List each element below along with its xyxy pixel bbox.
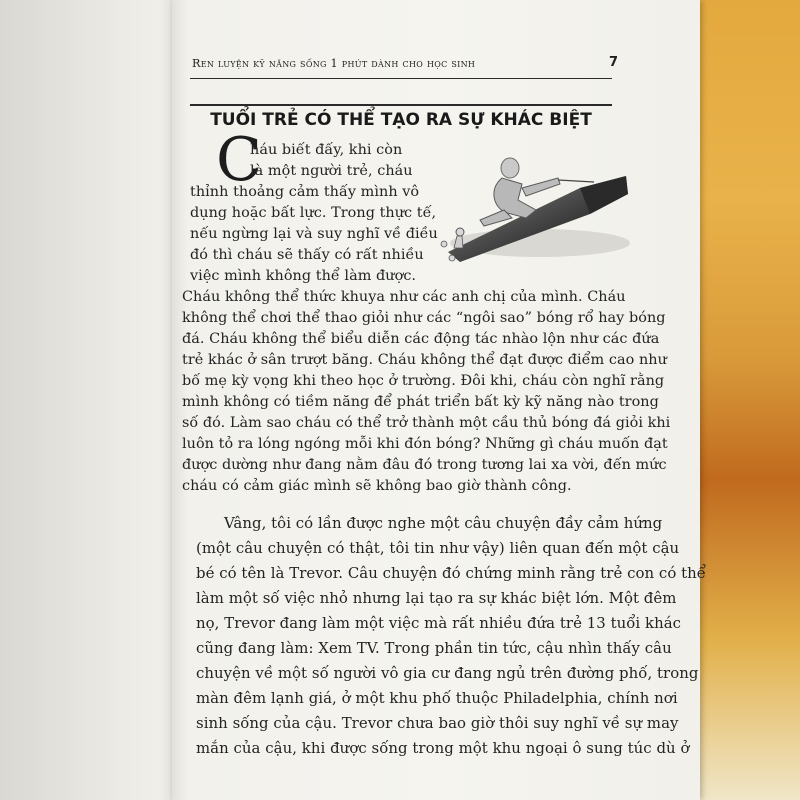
text-line: cũng đang làm: Xem TV. Trong phần tin tức, cậu nhìn thấy câu xyxy=(196,639,672,657)
text-line: luôn tỏ ra lóng ngóng mỗi khi đón bóng? Những gì cháu muốn đạt xyxy=(182,436,668,452)
text-line: chuyện về một số người vô gia cư đang ngủ trên đường phố, trong xyxy=(196,664,699,682)
text-line: không thể chơi thể thao giỏi như các “ngôi sao” bóng rổ hay bóng xyxy=(182,310,666,326)
title-rule xyxy=(190,104,612,106)
text-line: làm một số việc nhỏ nhưng lại tạo ra sự khác biệt lớn. Một đêm xyxy=(196,589,677,607)
text-line: Cháu không thể thức khuya như các anh chị của mình. Cháu xyxy=(182,289,626,305)
text-line: mắn của cậu, khi được sống trong một khu ngoại ô sung túc dù ở xyxy=(196,739,690,757)
text-line: đá. Cháu không thể biểu diễn các động tác nhào lộn như các đứa xyxy=(182,331,660,347)
page-number: 7 xyxy=(608,55,618,70)
skateboarder-illustration-icon xyxy=(430,148,630,268)
text-line: bé có tên là Trevor. Câu chuyện đó chứng minh rằng trẻ con có thể xyxy=(196,564,707,582)
text-line: (một câu chuyện có thật, tôi tin như vậy) liên quan đến một cậu xyxy=(196,539,680,557)
text-line: trẻ khác ở sân trượt băng. Cháu không thể đạt được điểm cao như xyxy=(182,352,667,368)
text-line: dụng hoặc bất lực. Trong thực tế, xyxy=(190,205,437,221)
book-page xyxy=(172,0,707,800)
text-line: việc mình không thể làm được. xyxy=(190,268,417,284)
running-title: Ren luyện kỹ năng sống 1 phút dành cho học sinh xyxy=(192,57,476,70)
text-line: mình không có tiềm năng để phát triển bất kỳ kỹ năng nào trong xyxy=(182,394,659,410)
text-line: cháu có cảm giác mình sẽ không bao giờ thành công. xyxy=(182,478,572,494)
text-line: đó thì cháu sẽ thấy có rất nhiều xyxy=(190,247,424,263)
text-line: thỉnh thoảng cảm thấy mình vô xyxy=(190,184,420,200)
chapter-title: TUỔI TRẺ CÓ THỂ TẠO RA SỰ KHÁC BIỆT xyxy=(210,110,592,130)
text-line: được dường như đang nằm đâu đó trong tương lai xa vời, đến mức xyxy=(182,457,667,473)
text-line: nếu ngừng lại và suy nghĩ về điều xyxy=(190,226,438,242)
text-line: háu biết đấy, khi còn xyxy=(250,142,403,158)
drop-cap: C xyxy=(216,125,262,195)
header-rule xyxy=(190,78,612,79)
text-line: sinh sống của cậu. Trevor chưa bao giờ thôi suy nghĩ về sự may xyxy=(196,714,679,732)
text-line: là một người trẻ, cháu xyxy=(250,163,413,179)
text-line: số đó. Làm sao cháu có thể trở thành một cầu thủ bóng đá giỏi khi xyxy=(182,415,671,431)
text-line: Vâng, tôi có lần được nghe một câu chuyện đầy cảm hứng xyxy=(224,514,663,532)
text-line: bố mẹ kỳ vọng khi theo học ở trường. Đôi khi, cháu còn nghĩ rằng xyxy=(182,373,665,389)
facing-page xyxy=(0,0,178,800)
text-line: nọ, Trevor đang làm một việc mà rất nhiều đứa trẻ 13 tuổi khác xyxy=(196,614,682,632)
text-line: màn đêm lạnh giá, ở một khu phố thuộc Philadelphia, chính nơi xyxy=(196,689,678,707)
